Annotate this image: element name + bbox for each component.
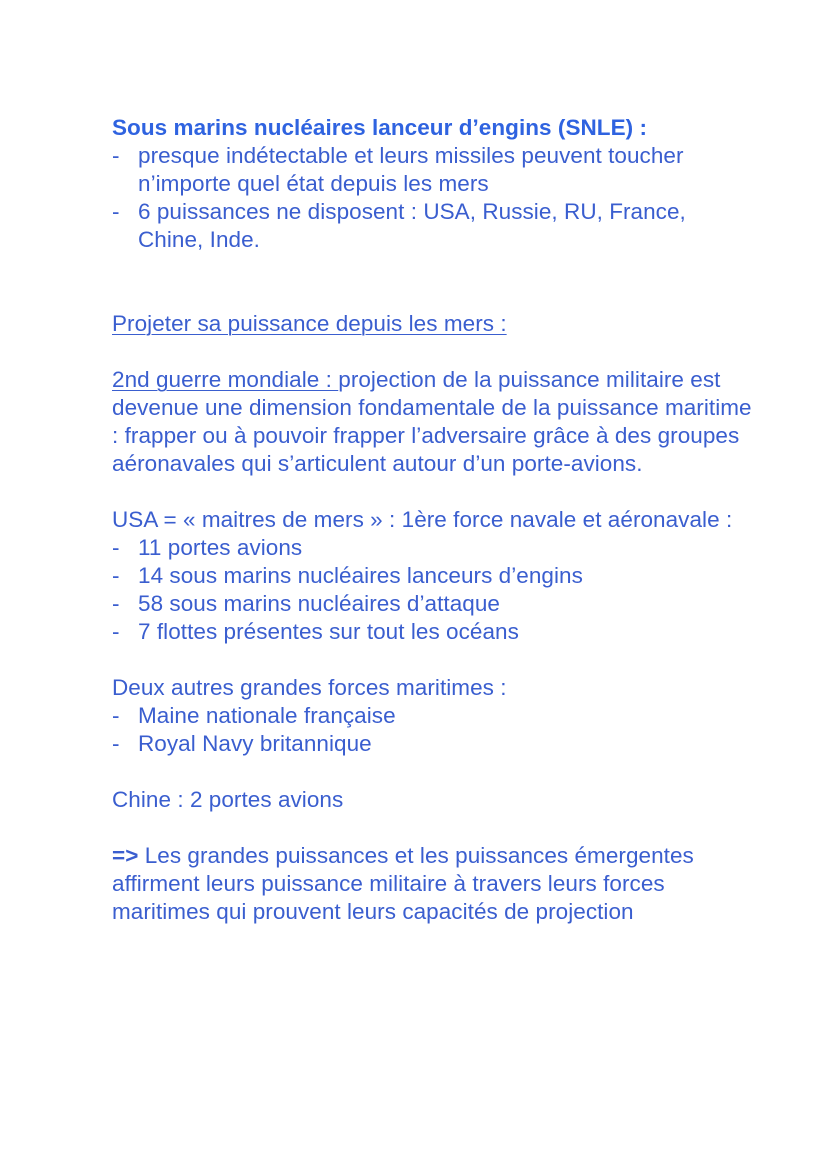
forces-intro: Deux autres grandes forces maritimes : (112, 675, 507, 700)
list-dash: - (112, 199, 120, 224)
list-item-text: 58 sous marins nucléaires d’attaque (138, 591, 500, 616)
ww2-text: projection de la puissance militaire est devenue une dimension fondamentale de la puissance maritime : frapper ou à pouvoir frapper l’adversaire grâce à des groupes aéronavales qui s’articulent autour d’un porte-avions. (112, 367, 752, 476)
forces-list (112, 702, 752, 758)
china-line: Chine : 2 portes avions (112, 787, 344, 812)
list-dash: - (112, 619, 120, 644)
list-item (112, 618, 752, 646)
list-item (112, 730, 752, 758)
list-dash: - (112, 703, 120, 728)
list-dash: - (112, 535, 120, 560)
document-page (112, 114, 752, 926)
paragraph-ww2 (112, 366, 752, 478)
conclusion-paragraph (112, 842, 752, 926)
spacer (112, 254, 752, 310)
list-dash: - (112, 731, 120, 756)
list-item-text: 7 flottes présentes sur tout les océans (138, 619, 519, 644)
list-item-text: 14 sous marins nucléaires lanceurs d’engins (138, 563, 583, 588)
list-dash: - (112, 563, 120, 588)
section-heading-projection: Projeter sa puissance depuis les mers : (112, 311, 507, 336)
spacer (112, 758, 752, 786)
section-title-snle: Sous marins nucléaires lanceur d’engins (SNLE) : (112, 115, 648, 140)
list-dash: - (112, 591, 120, 616)
list-item (112, 198, 752, 254)
list-item-text: 6 puissances ne disposent : USA, Russie, RU, France, Chine, Inde. (138, 199, 686, 252)
list-dash: - (112, 143, 120, 168)
spacer (112, 814, 752, 842)
arrow-marker: => (112, 843, 139, 868)
list-item-text: 11 portes avions (138, 535, 303, 560)
spacer (112, 478, 752, 506)
usa-list (112, 534, 752, 646)
spacer (112, 338, 752, 366)
list-item (112, 142, 752, 198)
usa-intro: USA = « maitres de mers » : 1ère force navale et aéronavale : (112, 507, 733, 532)
snle-list (112, 142, 752, 254)
conclusion-text: Les grandes puissances et les puissances émergentes affirment leurs puissance militaire à travers leurs forces maritimes qui prouvent leurs capacités de projection (112, 843, 694, 924)
list-item (112, 562, 752, 590)
list-item-text: Maine nationale française (138, 703, 396, 728)
list-item-text: presque indétectable et leurs missiles peuvent toucher n’importe quel état depuis les mers (138, 143, 684, 196)
list-item (112, 590, 752, 618)
list-item-text: Royal Navy britannique (138, 731, 372, 756)
list-item (112, 702, 752, 730)
ww2-label: 2nd guerre mondiale : (112, 367, 339, 392)
spacer (112, 646, 752, 674)
list-item (112, 534, 752, 562)
